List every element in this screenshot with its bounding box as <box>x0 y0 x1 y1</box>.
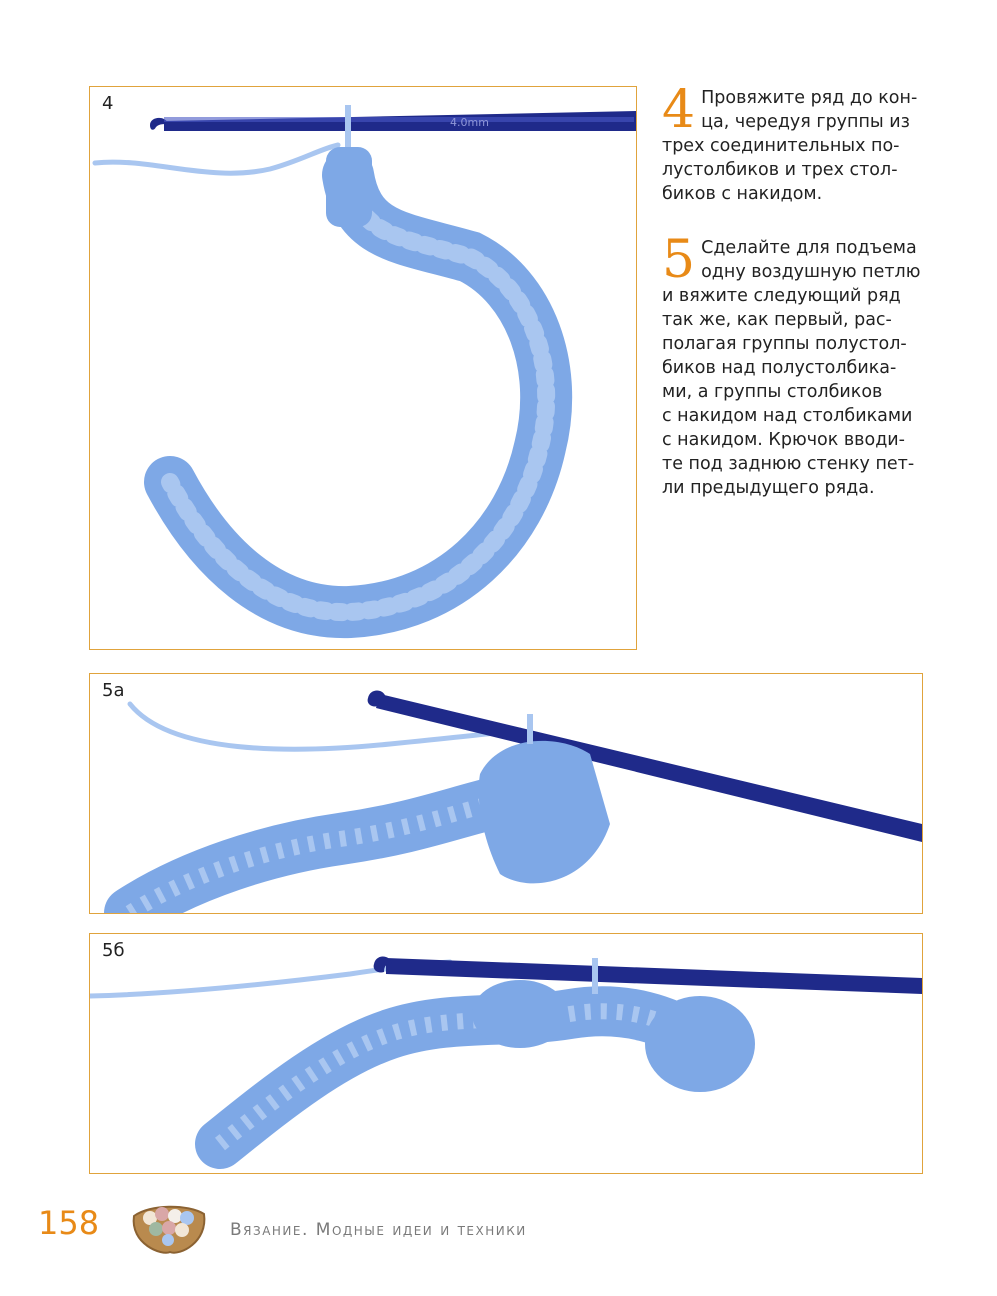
step-text-line: биков над полустолбика- <box>662 358 897 378</box>
step-text-line: биков с накидом. <box>662 184 823 204</box>
photo-label: 4 <box>102 93 114 114</box>
step-text-line: ца, чередуя группы из <box>701 112 910 132</box>
crochet-illustration-5b <box>90 934 922 1173</box>
step-text-line: ми, а группы столбиков <box>662 382 883 402</box>
step-text-line: полагая группы полустол- <box>662 334 907 354</box>
photo-label: 5б <box>102 940 125 961</box>
photo-step-5b <box>89 933 923 1174</box>
instructions <box>662 80 924 500</box>
page-number: 158 <box>38 1204 100 1242</box>
step-text-line: с накидом над столбиками <box>662 406 913 426</box>
crochet-strip <box>220 1011 690 1144</box>
photo-step-4 <box>89 86 637 650</box>
step-text-line: ли предыдущего ряда. <box>662 478 875 498</box>
photo-label: 5а <box>102 680 125 701</box>
step-text-line: те под заднюю стенку пет- <box>662 454 915 474</box>
step-text-line: с накидом. Крючок вводи- <box>662 430 905 450</box>
page-footer <box>0 1190 997 1260</box>
book-title: Вязание. Модные идеи и техники <box>230 1220 527 1240</box>
step-4 <box>662 80 924 206</box>
crochet-illustration-5a <box>90 674 922 913</box>
step-text-line: лустолбиков и трех стол- <box>662 160 898 180</box>
step-text-line: Провяжите ряд до кон- <box>701 88 918 108</box>
step-text-line: трех соединительных по- <box>662 136 900 156</box>
step-text-line: так же, как первый, рас- <box>662 310 892 330</box>
hook-marking: 4.0mm <box>450 116 489 129</box>
step-text-line: и вяжите следующий ряд <box>662 286 901 306</box>
step-number: 5 <box>662 230 696 290</box>
step-text-line: одну воздушную петлю <box>701 262 921 282</box>
yarn-basket-icon <box>128 1196 210 1256</box>
step-text-line: Сделайте для подъема <box>701 238 917 258</box>
crochet-illustration-4 <box>90 87 636 649</box>
step-number: 4 <box>662 80 696 140</box>
step-5 <box>662 230 924 500</box>
yarn-tail <box>95 145 338 173</box>
crochet-hook <box>386 958 922 994</box>
photo-step-5a <box>89 673 923 914</box>
